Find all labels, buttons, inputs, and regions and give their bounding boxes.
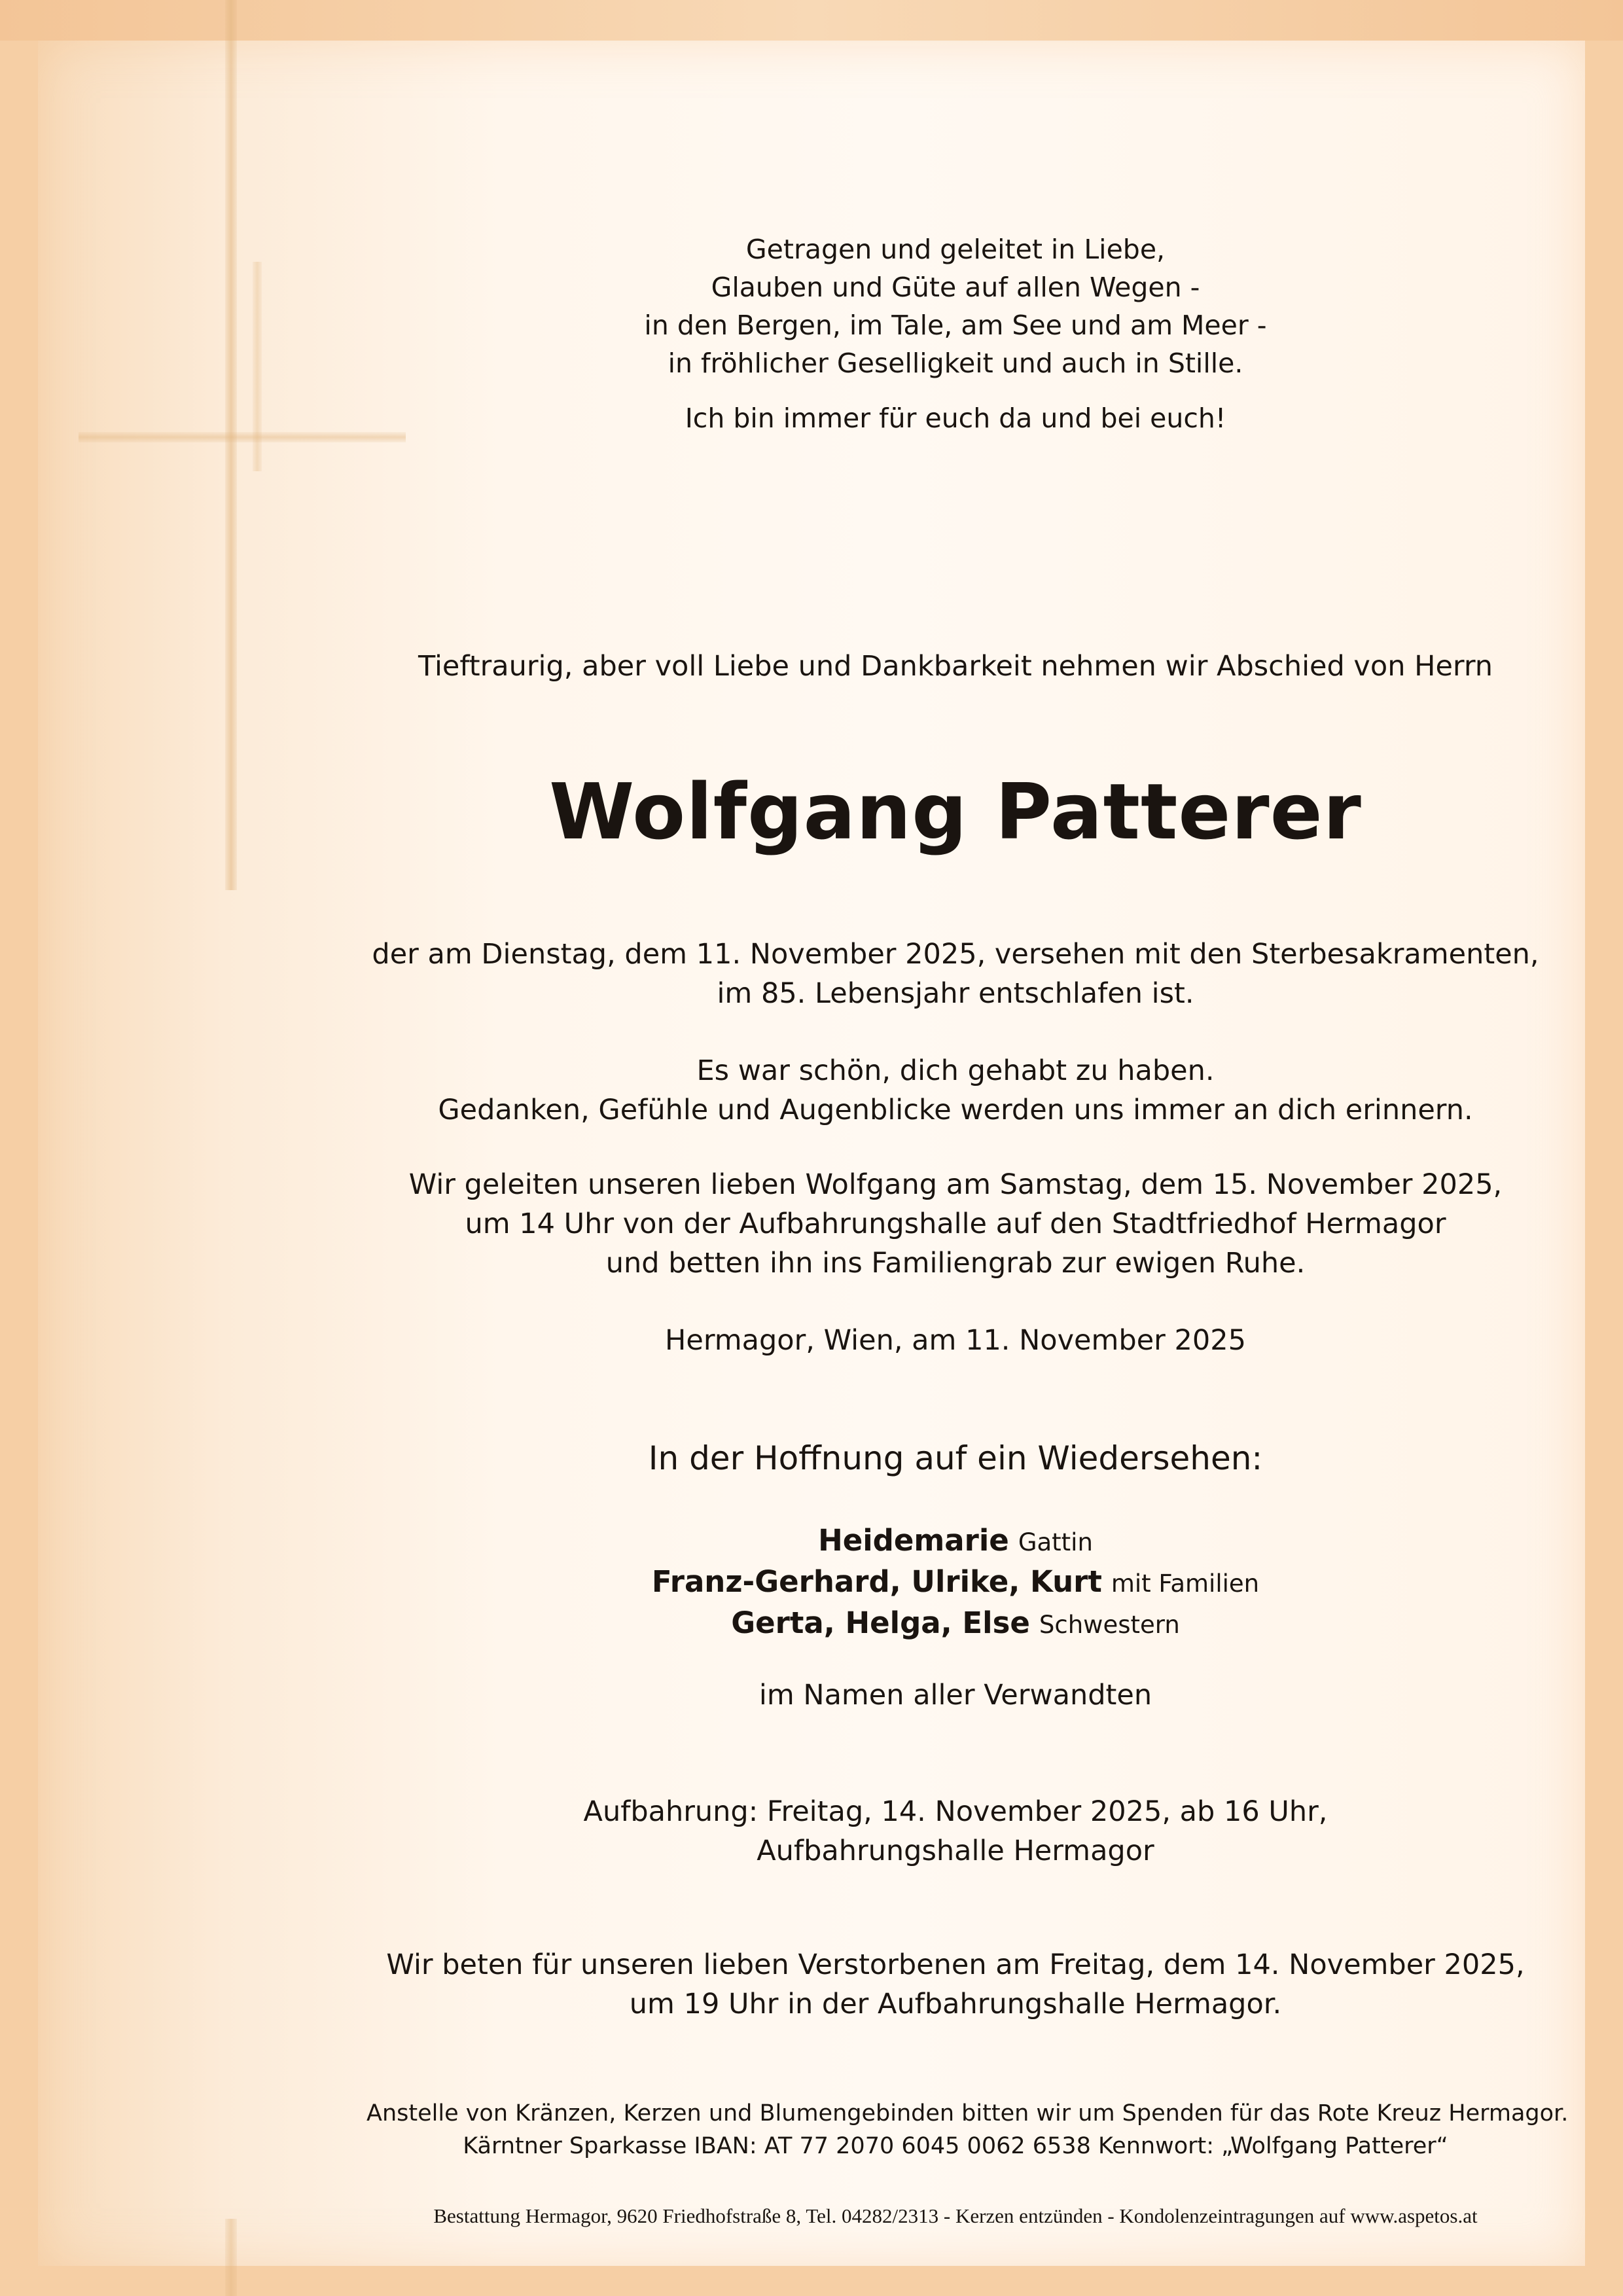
- relatives: [366, 1676, 1544, 1715]
- intro: [366, 647, 1544, 686]
- deceased-name: [366, 766, 1544, 857]
- hope-heading: [366, 1437, 1544, 1479]
- death-info-line: der am Dienstag, dem 11. November 2025, versehen mit den Sterbesakramenten,: [372, 938, 1539, 971]
- poem-line: Glauben und Güte auf allen Wegen -: [711, 272, 1200, 303]
- footer-text: Bestattung Hermagor, 9620 Friedhofstraße 8, Tel. 04282/2313 - Kerzen entzünden - Kondolenzeintragungen auf www.aspetos.at: [433, 2204, 1478, 2227]
- poem-closing-line: Ich bin immer für euch da und bei euch!: [685, 403, 1226, 434]
- mourner-relation: mit Familien: [1111, 1570, 1260, 1598]
- viewing-line: Aufbahrung: Freitag, 14. November 2025, ab 16 Uhr,: [583, 1795, 1328, 1828]
- mourner-row: [366, 1604, 1544, 1645]
- funeral-line: und betten ihn ins Familiengrab zur ewigen Ruhe.: [605, 1247, 1306, 1280]
- death-info: [366, 935, 1544, 1013]
- poem-closing: [366, 399, 1544, 437]
- cross-horizontal-bar: [79, 432, 406, 442]
- top-border: [0, 0, 1623, 41]
- donation-line: Anstelle von Kränzen, Kerzen und Blumengebinden bitten wir um Spenden für das Rote Kreuz Hermagor.: [366, 2100, 1569, 2126]
- prayer-line: um 19 Uhr in der Aufbahrungshalle Hermagor.: [629, 1988, 1282, 2020]
- footer: [366, 2203, 1544, 2229]
- mourners: [366, 1521, 1544, 1645]
- mourner-row: [366, 1562, 1544, 1604]
- poem: [366, 230, 1544, 382]
- mourner-row: [366, 1521, 1544, 1562]
- relatives-line: im Namen aller Verwandten: [758, 1679, 1152, 1712]
- cross-foot-bar: [225, 2219, 237, 2296]
- mourner-names: Franz-Gerhard, Ulrike, Kurt: [651, 1564, 1102, 1599]
- prayer-info: [366, 1945, 1544, 2024]
- intro-line: Tieftraurig, aber voll Liebe und Dankbarkeit nehmen wir Abschied von Herrn: [418, 650, 1493, 683]
- funeral-info: [366, 1165, 1544, 1283]
- prayer-line: Wir beten für unseren lieben Verstorbenen am Freitag, dem 14. November 2025,: [386, 1948, 1525, 1981]
- viewing-line: Aufbahrungshalle Hermagor: [757, 1835, 1154, 1867]
- funeral-line: Wir geleiten unseren lieben Wolfgang am Samstag, dem 15. November 2025,: [408, 1168, 1503, 1201]
- death-info-line: im 85. Lebensjahr entschlafen ist.: [717, 977, 1194, 1010]
- place-date-line: Hermagor, Wien, am 11. November 2025: [665, 1324, 1246, 1357]
- donation-info: [366, 2097, 1569, 2162]
- mourner-names: Heidemarie: [818, 1523, 1009, 1558]
- mourner-names: Gerta, Helga, Else: [731, 1605, 1030, 1640]
- deceased-name-text: Wolfgang Patterer: [549, 766, 1362, 857]
- viewing-info: [366, 1792, 1544, 1871]
- donation-line: Kärntner Sparkasse IBAN: AT 77 2070 6045 0062 6538 Kennwort: „Wolfgang Patterer“: [463, 2133, 1448, 2159]
- funeral-line: um 14 Uhr von der Aufbahrungshalle auf den Stadtfriedhof Hermagor: [465, 1208, 1446, 1240]
- mourner-relation: Gattin: [1018, 1528, 1093, 1556]
- poem-line: in den Bergen, im Tale, am See und am Meer -: [644, 310, 1267, 341]
- poem-line: Getragen und geleitet in Liebe,: [745, 234, 1166, 265]
- memory: [366, 1051, 1544, 1130]
- cross-vertical-bar: [225, 0, 237, 890]
- memory-line: Gedanken, Gefühle und Augenblicke werden uns immer an dich erinnern.: [438, 1094, 1473, 1126]
- place-date: [366, 1321, 1544, 1360]
- hope-heading-text: In der Hoffnung auf ein Wiedersehen:: [648, 1439, 1263, 1477]
- memory-line: Es war schön, dich gehabt zu haben.: [696, 1054, 1215, 1087]
- mourner-relation: Schwestern: [1039, 1611, 1180, 1639]
- poem-line: in fröhlicher Geselligkeit und auch in Stille.: [668, 348, 1243, 379]
